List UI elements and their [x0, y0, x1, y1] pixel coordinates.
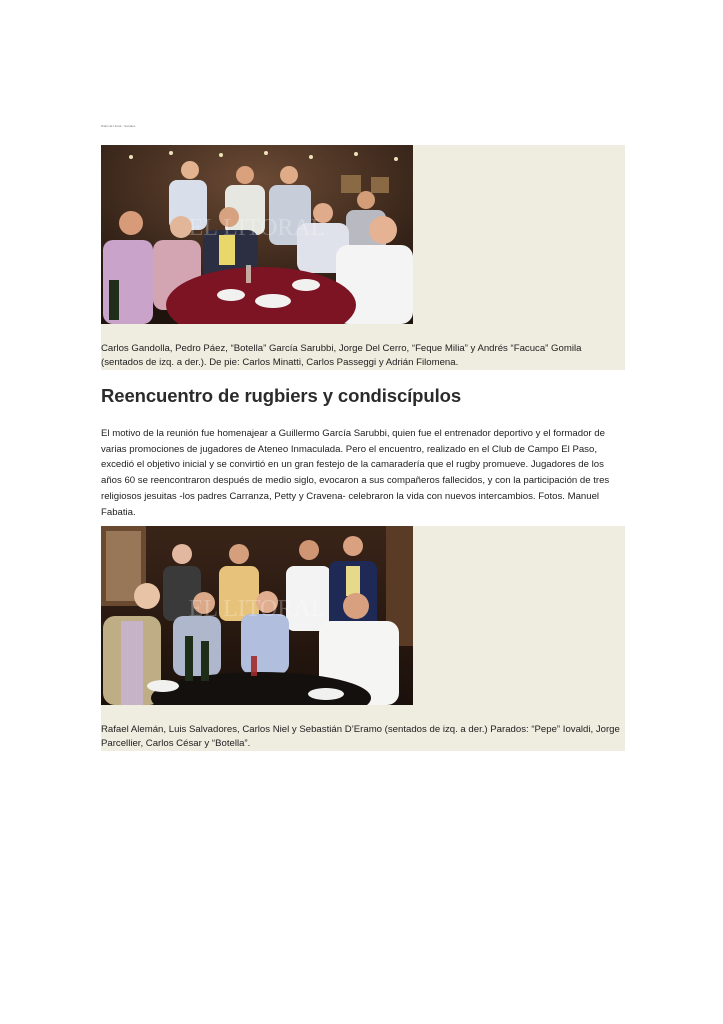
article-headline: Reencuentro de rugbiers y condiscípulos [101, 385, 462, 406]
photo-block-1 [101, 145, 625, 370]
watermark-text-1: EL LITORAL [188, 215, 326, 241]
watermark-text-2: EL LITORAL [188, 596, 326, 622]
small-header-text: Diario El Litoral - Sociales [101, 124, 136, 128]
group-photo-2 [101, 526, 413, 705]
photo-caption-1: Carlos Gandolla, Pedro Páez, “Botella” García Sarubbi, Jorge Del Cerro, “Feque Milia” y Andrés “Facuca” Gomila (sentados de izq. a der.). De pie: Carlos Minatti, Carlos Passeggi y Adrián Filomena. [101, 343, 582, 368]
group-photo-2-image [101, 526, 413, 705]
group-photo-1-image [101, 145, 413, 324]
photo-caption-2: Rafael Alemán, Luis Salvadores, Carlos Niel y Sebastián D’Eramo (sentados de izq. a der.) Parados: “Pepe” Iovaldi, Jorge Parcellier, Carlos César y “Botella”. [101, 724, 620, 749]
group-photo-1 [101, 145, 413, 324]
photo-block-2 [101, 526, 625, 751]
article-body: El motivo de la reunión fue homenajear a Guillermo García Sarubbi, quien fue el entrenador deportivo y el formador de varias promociones de jugadores de Ateneo Inmaculada. Pero el encuentro, realizado en el Club de Campo El Paso, excedió el objetivo inicial y se convirtió en un gran festejo de la camaradería que el rugby promueve. Jugadores de los años 60 se reencontraron después de medio siglo, evocaron a sus compañeros fallecidos, y con la participación de tres religiosos jesuitas -los padres Carranza, Petty y Cravena- celebraron la vida con nuevos intercambios. Fotos. Manuel Fabatia. [101, 428, 610, 518]
